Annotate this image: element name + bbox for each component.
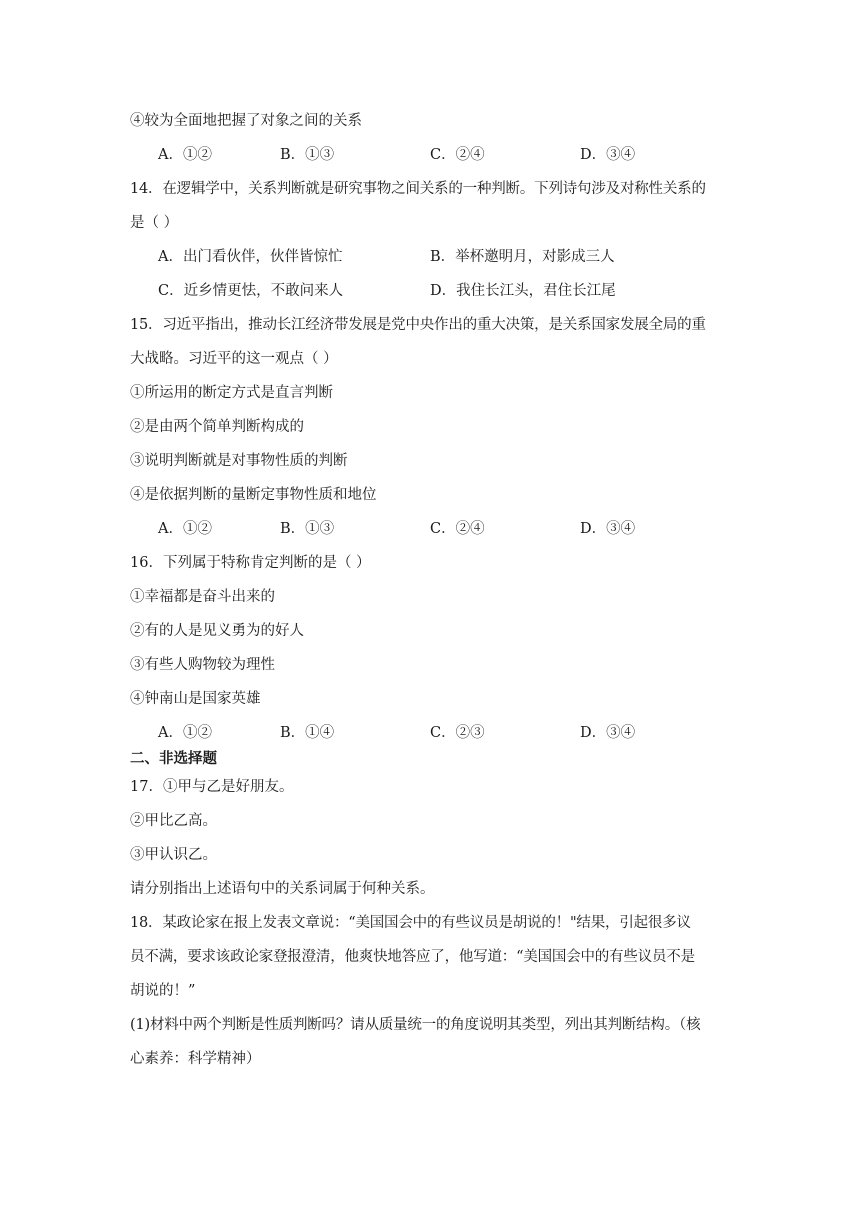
q15-option-a: A．①② [158,521,212,537]
q15-option-c: C．②④ [430,521,485,537]
q14-stem-line1: 14．在逻辑学中，关系判断就是研究事物之间关系的一种判断。下列诗句涉及对称性关系的 [130,181,706,197]
q13-option-d: D．③④ [580,147,636,163]
q16-option-c: C．②③ [430,725,485,741]
q16-statement-4: ④钟南山是国家英雄 [130,691,261,707]
q13-statement-4: ④较为全面地把握了对象之间的关系 [130,113,362,129]
q17-statement-2: ②甲比乙高。 [130,813,217,829]
q15-stem-line2: 大战略。习近平的这一观点（ ） [130,351,338,367]
q16-option-a: A．①② [158,725,212,741]
q15-stem-line1: 15．习近平指出，推动长江经济带发展是党中央作出的重大决策，是关系国家发展全局的重 [130,317,706,333]
q14-stem-line2: 是（ ） [130,215,179,231]
q16-option-d: D．③④ [580,725,636,741]
q13-option-b: B．①③ [280,147,335,163]
q16-statement-3: ③有些人购物较为理性 [130,657,275,673]
q15-option-d: D．③④ [580,521,636,537]
q15-statement-3: ③说明判断就是对事物性质的判断 [130,453,348,469]
q18-material-line2: 员不满，要求该政论家登报澄清，他爽快地答应了，他写道：“美国国会中的有些议员不是 [130,949,695,965]
q16-statement-1: ①幸福都是奋斗出来的 [130,589,275,605]
q14-option-a: A．出门看伙伴，伙伴皆惊忙 [158,249,343,265]
q18-sub1-line1: (1)材料中两个判断是性质判断吗？请从质量统一的角度说明其类型，列出其判断结构。（核 [130,1017,701,1033]
q18-material-line3: 胡说的！” [130,983,196,999]
q17-question: 请分别指出上述语句中的关系词属于何种关系。 [130,881,435,897]
q17-statement-1: 17．①甲与乙是好朋友。 [130,779,294,795]
q15-statement-1: ①所运用的断定方式是直言判断 [130,385,333,401]
q15-option-b: B．①③ [280,521,335,537]
q14-option-c: C．近乡情更怯，不敢问来人 [158,283,344,299]
q16-statement-2: ②有的人是见义勇为的好人 [130,623,304,639]
q14-option-d: D．我住长江头，君住长江尾 [430,283,616,299]
q15-statement-4: ④是依据判断的量断定事物性质和地位 [130,487,377,503]
q18-material-line1: 18．某政论家在报上发表文章说：“美国国会中的有些议员是胡说的！"结果，引起很多议 [130,915,691,931]
q18-sub1-line2: 心素养：科学精神） [130,1051,261,1067]
q16-option-b: B．①④ [280,725,335,741]
section-heading: 二、非选择题 [130,751,217,767]
q13-option-a: A．①② [158,147,212,163]
q17-statement-3: ③甲认识乙。 [130,847,217,863]
q13-option-c: C．②④ [430,147,485,163]
q16-stem: 16．下列属于特称肯定判断的是（ ） [130,555,371,571]
q14-option-b: B．举杯邀明月，对影成三人 [430,249,615,265]
q15-statement-2: ②是由两个简单判断构成的 [130,419,304,435]
